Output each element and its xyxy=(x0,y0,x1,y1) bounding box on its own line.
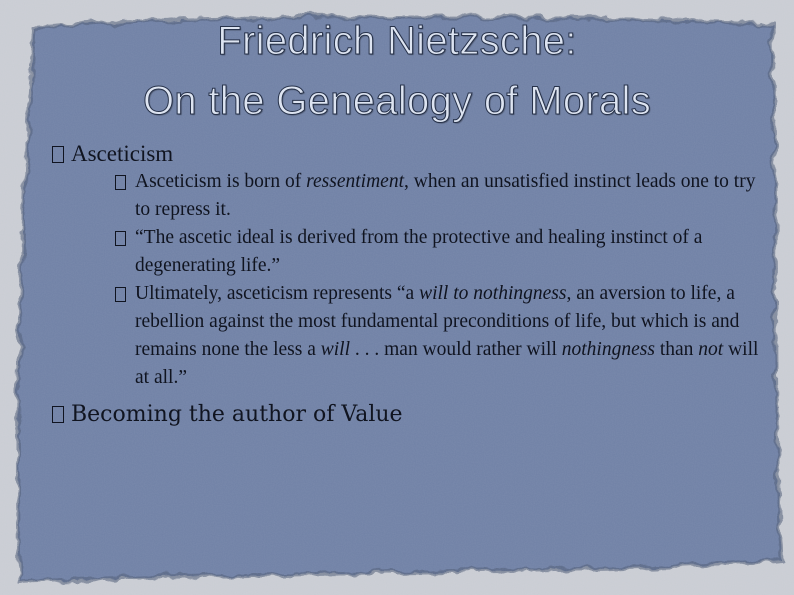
sub-bullet-text: “The ascetic ideal is derived from the protective and healing instinct of a degenerating life.” xyxy=(135,227,703,276)
sub-bullet-text: will at all.” xyxy=(135,339,759,388)
bullet-box-icon xyxy=(115,231,126,246)
slide-body xyxy=(49,140,759,430)
bullet-box-icon xyxy=(52,146,64,163)
sub-bullet-text: , when an unsatisfied instinct leads one to try to repress it. xyxy=(135,171,756,220)
sub-bullet-text-italic: will xyxy=(320,339,351,360)
sub-bullet-text-italic: not xyxy=(698,339,724,360)
sub-bullet-1 xyxy=(135,168,759,224)
sub-bullet-text: than xyxy=(654,339,699,360)
bullet-box-icon xyxy=(115,175,126,190)
sub-bullet-3 xyxy=(135,280,759,392)
bullet-box-icon xyxy=(115,287,126,302)
sub-bullet-2 xyxy=(135,224,759,280)
bullet-box-icon xyxy=(52,406,64,423)
bullet-becoming-author-of-value xyxy=(49,400,759,430)
sub-bullet-text: . . . man would rather will xyxy=(350,339,562,360)
sub-bullet-text: Asceticism is born of xyxy=(135,171,307,192)
sub-bullet-text-italic: nothingness xyxy=(561,339,655,360)
slide-title-line-2: On the Genealogy of Morals xyxy=(142,79,652,123)
sub-bullet-text: Ultimately, asceticism represents “a xyxy=(135,283,420,304)
sub-bullet-text-italic: ressentiment xyxy=(306,171,404,192)
bullet-heading-text: Becoming the author of Value xyxy=(71,402,403,427)
sub-bullet-text-italic: will to nothingness xyxy=(419,283,567,304)
bullet-asceticism xyxy=(49,140,759,168)
sub-bullet-text: , an aversion to life, a rebellion against the most fundamental preconditions of life, but which is and remains none the less a xyxy=(135,283,740,360)
slide-title-line-1: Friedrich Nietzsche: xyxy=(217,19,577,63)
bullet-heading-text: Asceticism xyxy=(71,141,174,166)
